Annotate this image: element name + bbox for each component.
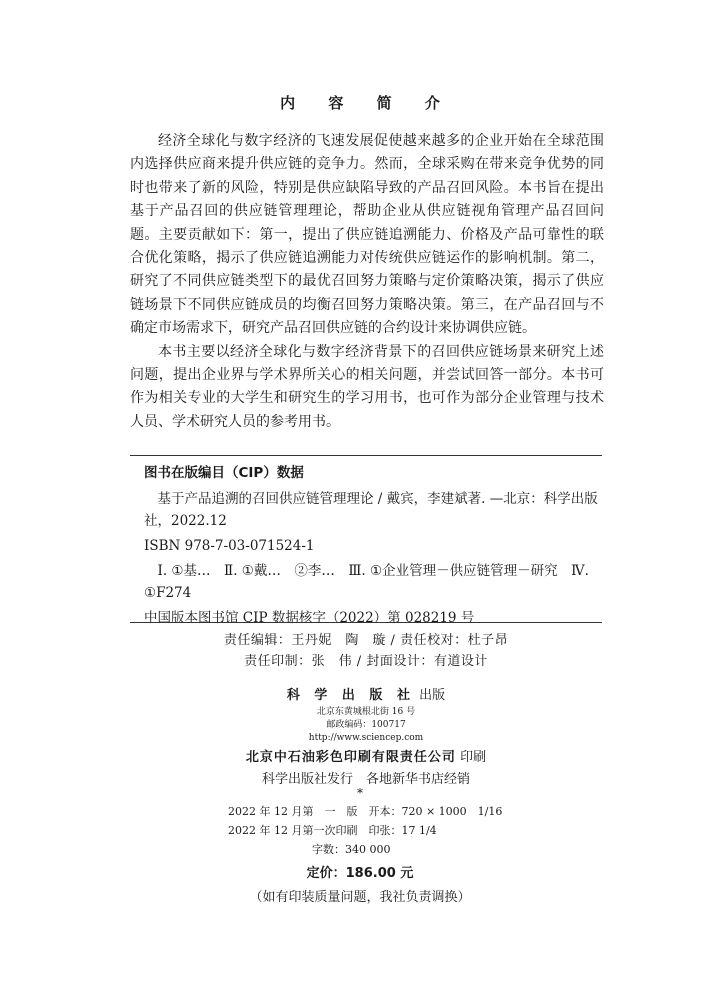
book-introduction xyxy=(130,130,604,434)
page-title: 内 容 简 介 xyxy=(280,94,454,112)
publisher-info xyxy=(130,686,602,791)
printer-name: 北京中石油彩色印刷有限责任公司 xyxy=(245,750,456,765)
printer-line xyxy=(130,747,602,769)
cip-bottom-rule xyxy=(130,622,602,623)
edition-specs xyxy=(228,802,528,859)
publisher-postcode: 邮政编码：100717 xyxy=(326,720,406,730)
editorial-credits xyxy=(130,630,602,672)
cip-top-rule xyxy=(130,455,602,456)
printing-line: 2022 年 12 月第一次印刷 印张：17 1/4 xyxy=(228,824,437,837)
distribution-line: 科学出版社发行 各地新华书店经销 xyxy=(261,772,470,787)
credits-line-editors: 责任编辑：王丹妮 陶 璇 / 责任校对：杜子昂 xyxy=(223,633,509,648)
publisher-address: 北京东黄城根北街 16 号 xyxy=(316,707,416,717)
publisher-name-suffix: 出版 xyxy=(419,688,446,703)
edition-line: 2022 年 12 月第 一 版 开本：720 × 1000 1/16 xyxy=(228,805,503,818)
cip-data-block xyxy=(144,462,602,632)
cip-library-number: 中国版本图书馆 CIP 数据核字（2022）第 028219 号 xyxy=(144,610,475,626)
cip-heading: 图书在版编目（CIP）数据 xyxy=(144,465,304,481)
printer-suffix: 印刷 xyxy=(460,750,487,765)
intro-paragraph-1: 经济全球化与数字经济的飞速发展促使越来越多的企业开始在全球范围内选择供应商来提升供应链的竞争力。然而，全球采购在带来竞争优势的同时也带来了新的风险，特别是供应缺陷导致的产品召回风险。本书旨在提出基于产品召回的供应链管理理论，帮助企业从供应链视角管理产品召回问题。主要贡献如下：第一，提出了供应链追溯能力、价格及产品可靠性的联合优化策略，揭示了供应链追溯能力对传统供应链运作的影响机制。第二，研究了不同供应链类型下的最优召回努力策略与定价策略决策，揭示了供应链场景下不同供应链成员的均衡召回努力策略决策。第三，在产品召回与不确定市场需求下，研究产品召回供应链的合约设计来协调供应链。 xyxy=(130,133,604,337)
quality-note: （如有印装质量问题，我社负责调换） xyxy=(249,890,471,905)
intro-paragraph-2: 本书主要以经济全球化与数字经济背景下的召回供应链场景来研究上述问题，提出企业界与学术界所关心的相关问题，并尝试回答一部分。本书可作为相关专业的大学生和研究生的学习用书，也可作为部分企业管理与技术人员、学术研究人员的参考用书。 xyxy=(130,343,604,430)
cip-isbn: ISBN 978-7-03-071524-1 xyxy=(144,538,315,554)
publisher-url: http://www.sciencep.com xyxy=(308,733,424,743)
publisher-line xyxy=(130,686,602,706)
word-count: 字数：340 000 xyxy=(312,843,391,856)
publisher-name: 科 学 出 版 社 xyxy=(286,688,415,703)
divider-asterisk: * xyxy=(357,786,363,800)
cip-classification: Ⅰ. ①基… Ⅱ. ①戴… ②李… Ⅲ. ①企业管理－供应链管理－研究 Ⅳ. ①F274 xyxy=(144,563,589,601)
credits-line-production: 责任印制：张 伟 / 封面设计：有道设计 xyxy=(244,654,488,669)
cip-entry: 基于产品追溯的召回供应链管理理论 / 戴宾，李建斌著. —北京：科学出版社，2022.12 xyxy=(144,491,598,529)
price-label: 定价：186.00 元 xyxy=(306,866,414,881)
